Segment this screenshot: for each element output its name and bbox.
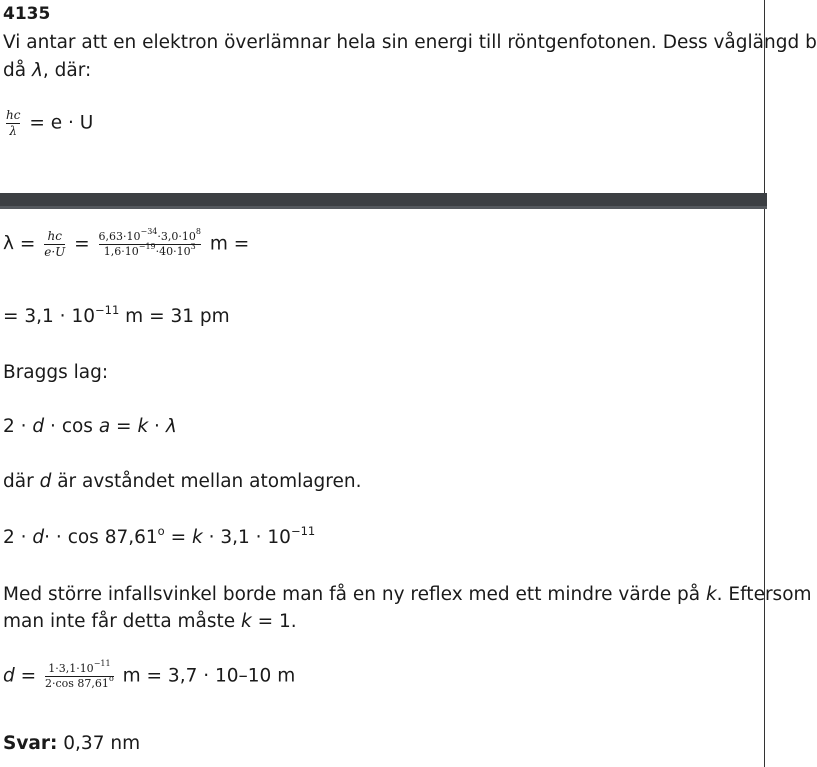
numeric-fraction: $\frac{6,63\cdot 10^{-34}\cdot 3,0\cdot 10^8}{1,6\cdot 10^{-19}\cdot 40\cdot 10^3}$ [98,227,201,259]
answer-label: Svar: [3,733,58,754]
bragg-law: 2 · d · cos a = k · λ [3,416,177,437]
energy-equation [3,109,93,138]
problem-panel [0,0,817,193]
lambda-result: = $3,1 \cdot 10^{-11}$ m = 31 pm [3,303,230,327]
d-fraction: $\frac{1\cdot 3,1\cdot 10^{-11}}{2\cdot\cos 87,61^o}$ [45,659,114,691]
d-equation: d = $\frac{1\cdot 3,1\cdot 10^{-11}}{2\cdot\cos 87,61^o}$ m = 3,7 · 10–10 m [3,659,296,691]
d-definition: där d är avståndet mellan atomlagren. [3,471,362,492]
intro-line-1: Vi antar att en elektron överlämnar hela sin energi till röntgenfotonen. Dess våglängd b [3,32,817,53]
bragg-title: Braggs lag: [3,362,109,383]
hc-over-eu-fraction: $\frac{hc}{e\cdot U}$ [44,229,66,260]
reflex-line-1: Med större infallsvinkel borde man få en ny reflex med ett mindre värde på k. Eftersom [3,584,812,605]
reflex-line-2: man inte får detta måste k = 1. [3,611,297,632]
bragg-substituted: $2 \cdot d\cdot \cdot \cos 87,61^o = k \cdot 3,1 \cdot 10^{-11}$ [3,524,316,548]
hc-over-lambda-fraction: $\frac{hc}{\lambda}$ [6,108,21,139]
energy-rhs: = e · U [23,112,94,134]
problem-number: 4135 [3,4,51,24]
lambda-equation: λ = $\frac{hc}{e\cdot U}$ = $\frac{6,63\cdot 10^{-34}\cdot 3,0\cdot 10^8}{1,6\cdot 10^{-19}\cdot 40\cdot 10^3}$ m = [3,227,250,260]
answer [3,733,140,754]
section-divider [0,193,767,209]
answer-value: 0,37 nm [57,733,141,754]
intro-line-2: då λ, där: [3,60,92,81]
